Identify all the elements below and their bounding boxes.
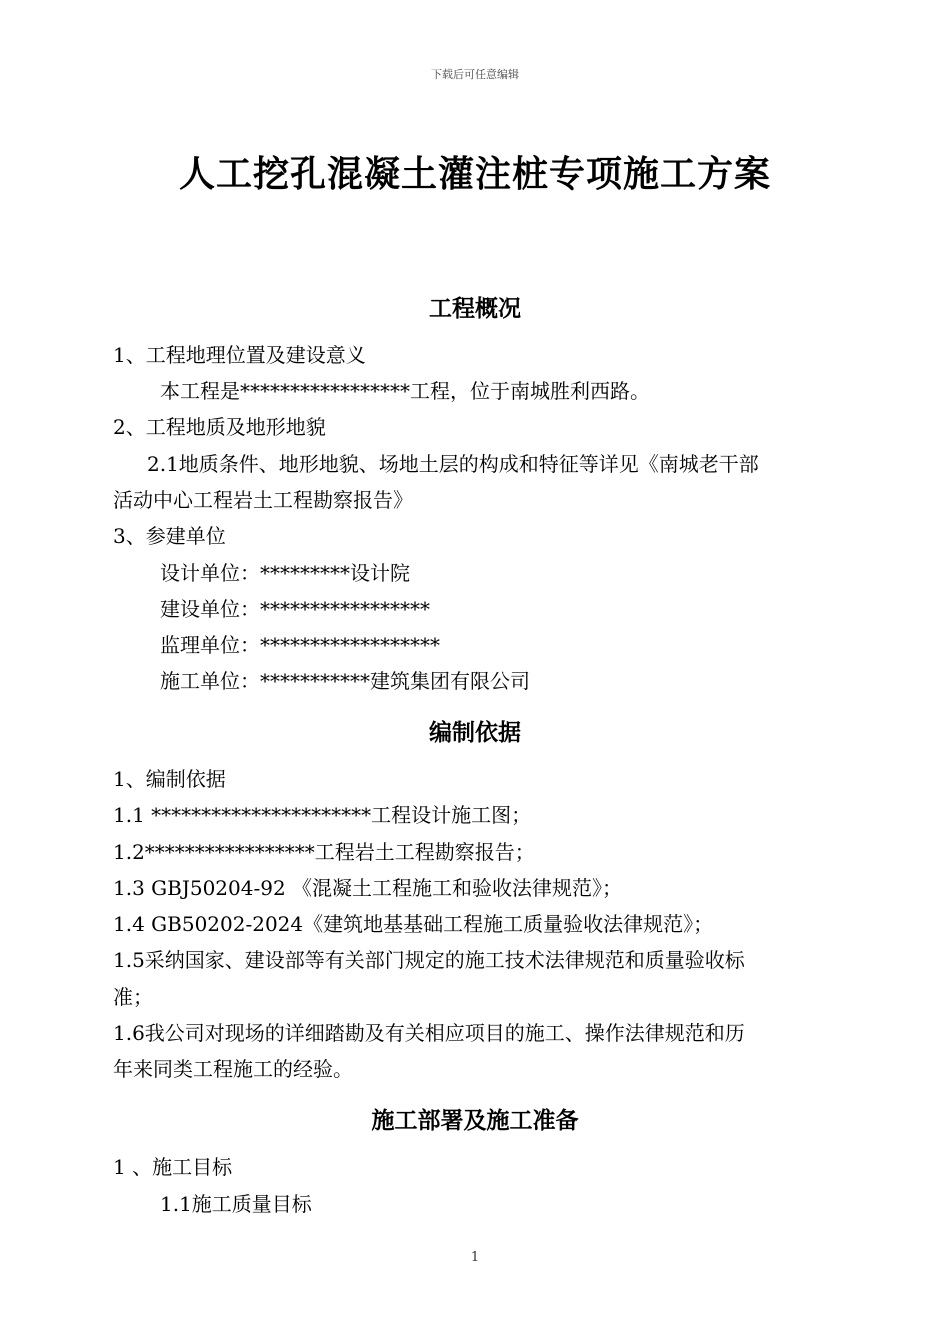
section-heading-basis: 编制依据 xyxy=(429,720,521,746)
paragraph-line: 1 、施工目标 xyxy=(113,1155,233,1179)
page-number: 1 xyxy=(470,1250,480,1265)
paragraph-line: 1.6我公司对现场的详细踏勘及有关相应项目的施工、操作法律规范和历 xyxy=(113,1021,745,1045)
paragraph-line: 2.1地质条件、地形地貌、场地土层的构成和特征等详见《南城老干部 xyxy=(147,452,759,476)
paragraph-line: 1、编制依据 xyxy=(113,767,226,791)
section-heading-deployment: 施工部署及施工准备 xyxy=(371,1108,579,1134)
paragraph-line: 准； xyxy=(113,985,153,1009)
paragraph-line: 监理单位：****************** xyxy=(160,633,440,657)
paragraph-line: 1.2*****************工程岩土工程勘察报告； xyxy=(113,840,535,864)
paragraph-line: 1.3 GBJ50204-92 《混凝土工程施工和验收法律规范》； xyxy=(113,876,623,900)
paragraph-line: 3、参建单位 xyxy=(113,524,226,548)
paragraph-line: 1、工程地理位置及建设意义 xyxy=(113,343,366,367)
paragraph-line: 设计单位：*********设计院 xyxy=(160,561,410,585)
section-heading-overview: 工程概况 xyxy=(429,296,521,322)
paragraph-line: 1.4 GB50202-2024《建筑地基基础工程施工质量验收法律规范》； xyxy=(113,912,714,936)
paragraph-line: 2、工程地质及地形地貌 xyxy=(113,415,326,439)
paragraph-line: 本工程是*****************工程，位于南城胜利西路。 xyxy=(160,379,650,403)
paragraph-line: 活动中心工程岩土工程勘察报告》 xyxy=(113,488,413,512)
paragraph-line: 建设单位：***************** xyxy=(160,597,430,621)
paragraph-line: 1.1施工质量目标 xyxy=(160,1192,312,1216)
page-header-note: 下载后可任意编辑 xyxy=(431,68,519,81)
paragraph-line: 施工单位：***********建筑集团有限公司 xyxy=(160,669,530,693)
paragraph-line: 年来同类工程施工的经验。 xyxy=(113,1057,353,1081)
paragraph-line: 1.1 **********************工程设计施工图； xyxy=(113,803,532,827)
paragraph-line: 1.5采纳国家、建设部等有关部门规定的施工技术法律规范和质量验收标 xyxy=(113,948,745,972)
document-title: 人工挖孔混凝土灌注桩专项施工方案 xyxy=(178,154,771,195)
